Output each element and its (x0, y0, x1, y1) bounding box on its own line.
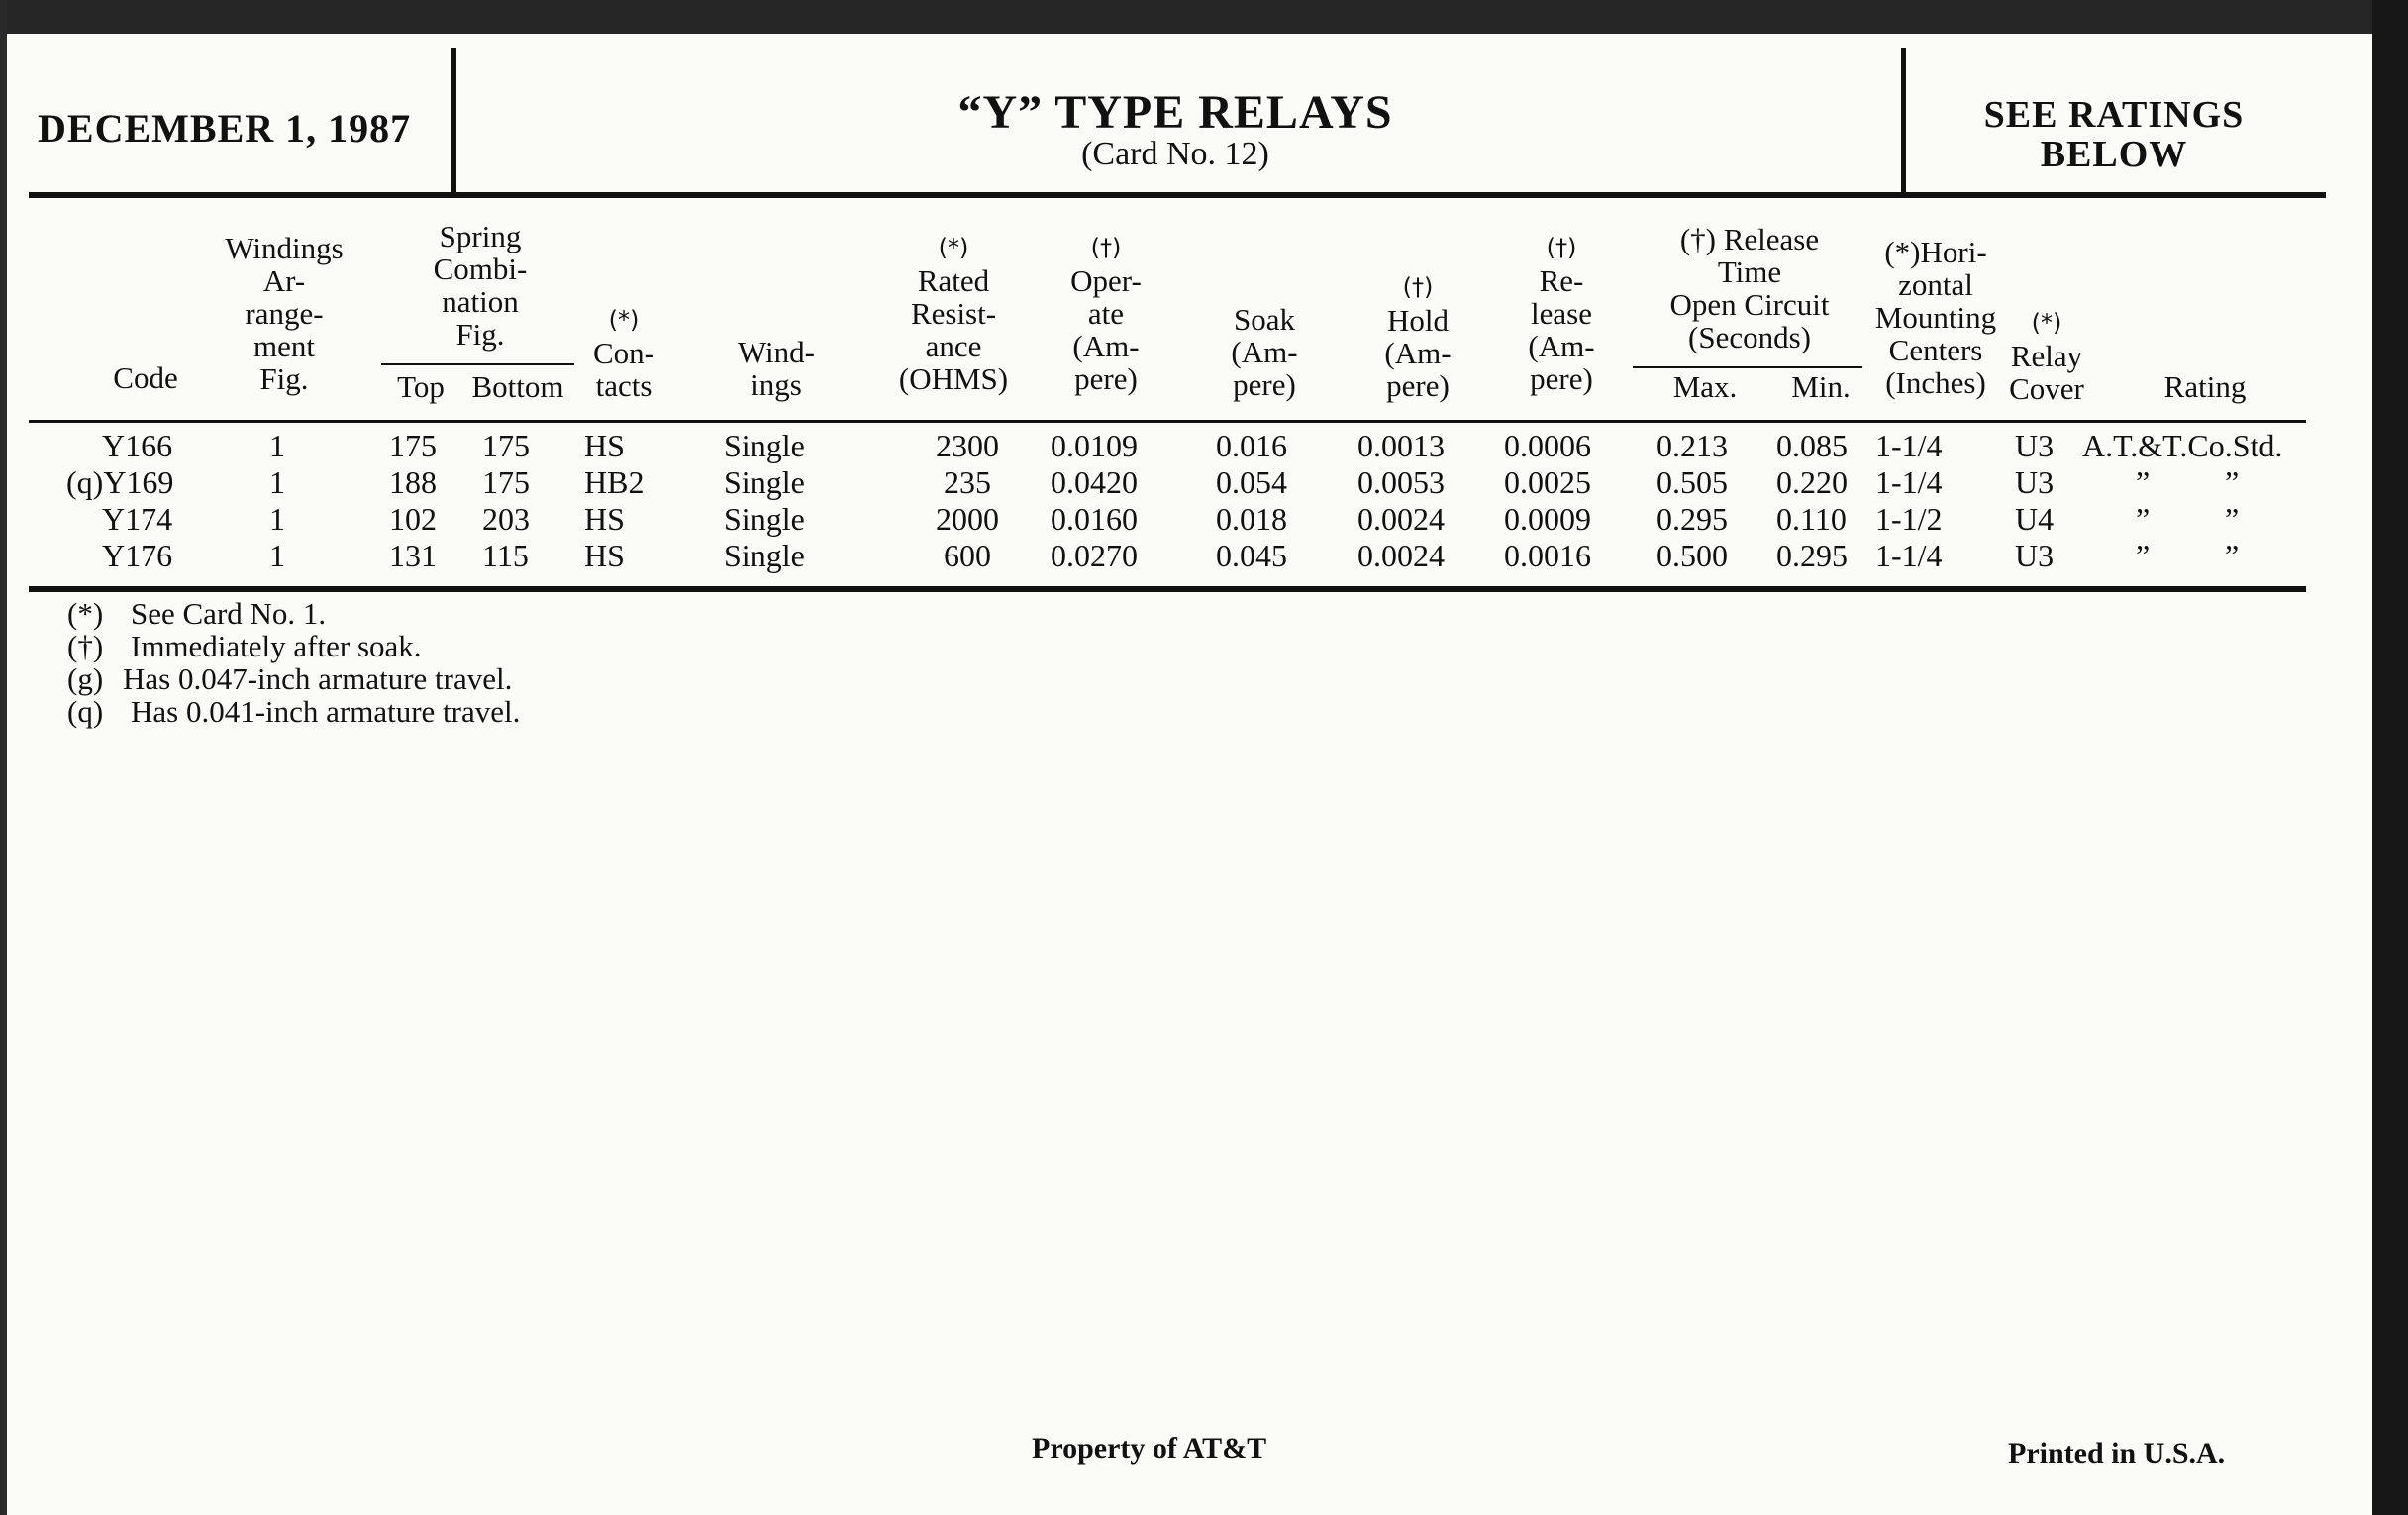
col-header-release-time: (†) Release Time Open Circuit (Seconds) (1669, 222, 1830, 354)
scan-left-border (0, 0, 7, 1515)
col-header-soak: Soak (Am- pere) (1231, 302, 1298, 402)
scan-right-border (2372, 0, 2408, 1515)
col-header-release: (†) Re- lease (Am- pere) (1528, 234, 1595, 396)
col-header-spring-combination: Spring Combi- nation Fig. (433, 219, 528, 352)
card-title: “Y” TYPE RELAYS (957, 86, 1393, 139)
spring-header-rule (381, 363, 574, 365)
col-header-hold: (†) Hold (Am- pere) (1384, 273, 1452, 403)
footnote: (q) Has 0.041-inch armature travel. (67, 694, 521, 729)
footnote: (*) See Card No. 1. (67, 596, 327, 631)
property-notice: Property of AT&T (1032, 1432, 1267, 1464)
col-header-windings-arrangement: Windings Ar- range- ment Fig. (225, 231, 344, 396)
header-rule (29, 192, 2326, 198)
card-subtitle: (Card No. 12) (1081, 136, 1269, 172)
printed-notice: Printed in U.S.A. (2008, 1437, 2226, 1469)
header-divider-left (452, 48, 456, 192)
footnote: (†) Immediately after soak. (67, 629, 422, 663)
col-header-windings: Wind- ings (738, 335, 815, 402)
relay-spec-card: DECEMBER 1, 1987 “Y” TYPE RELAYS (Card No. 12) SEE RATINGS BELOW Code Windings Ar- range- ment Fig. Spring Combi- nation Fig. Top Bottom (*) Con- tacts Wind- ings (*) Rated Resist- ance (OHMS) (†) Oper- ate (Am- pere) Soak (Am- pere) (†) Hold (Am- pere) (†) Re- lease (Am- pere) (†) Release Time Open Circuit (Seconds) Max. Min. (*)Hori- zontal Mounting Centers (Inches) (*) Relay Cover Rating Y166 1 175 175 HS Single 2300 0.0109 0.016 0.0013 0.0006 0.213 0.085 1-1/4 U3 A.T.&T.Co.Std. (q)Y169 1 188 175 HB2 Single 235 0.0420 0.054 0.0053 0.0025 0.505 0.220 1-1/4 U3 ” ” Y174 1 102 203 HS Single 2000 0.0160 0.018 0.0024 0.0009 0.295 0.110 1-1/2 U4 ” ” Y176 1 131 115 HS Single 600 0.0270 0.045 0.0024 0.0016 0.500 0.295 1-1/4 U3 ” ” (*) See Card No. 1. (†) Immediately after soak. (g) Has 0.047-inch armature travel. (q) Has 0.041-inch armature travel. Property of AT&T Printed in U.S.A. (7, 34, 2372, 1515)
header-divider-right (1901, 48, 1906, 192)
col-header-spring-top: Top (397, 369, 445, 404)
col-header-min: Min. (1791, 369, 1851, 404)
col-header-code: Code (113, 360, 178, 395)
col-header-rated-resistance: (*) Rated Resist- ance (OHMS) (898, 234, 1009, 396)
table-header-rule (29, 420, 2306, 423)
scan-top-border (0, 0, 2408, 34)
ratings-note: SEE RATINGS BELOW (1983, 94, 2245, 175)
release-time-header-rule (1633, 366, 1862, 368)
card-date: DECEMBER 1, 1987 (38, 106, 412, 151)
footnote: (g) Has 0.047-inch armature travel. (67, 661, 513, 696)
col-header-operate: (†) Oper- ate (Am- pere) (1070, 234, 1142, 396)
table-bottom-rule (29, 586, 2306, 592)
col-header-spring-bottom: Bottom (471, 369, 564, 404)
col-header-rating: Rating (2163, 369, 2247, 404)
col-header-relay-cover: (*) Relay Cover (2009, 309, 2084, 406)
col-header-mounting-centers: (*)Hori- zontal Mounting Centers (Inches) (1874, 235, 1997, 400)
col-header-max: Max. (1672, 369, 1738, 404)
col-header-contacts: (*) Con- tacts (593, 306, 654, 403)
